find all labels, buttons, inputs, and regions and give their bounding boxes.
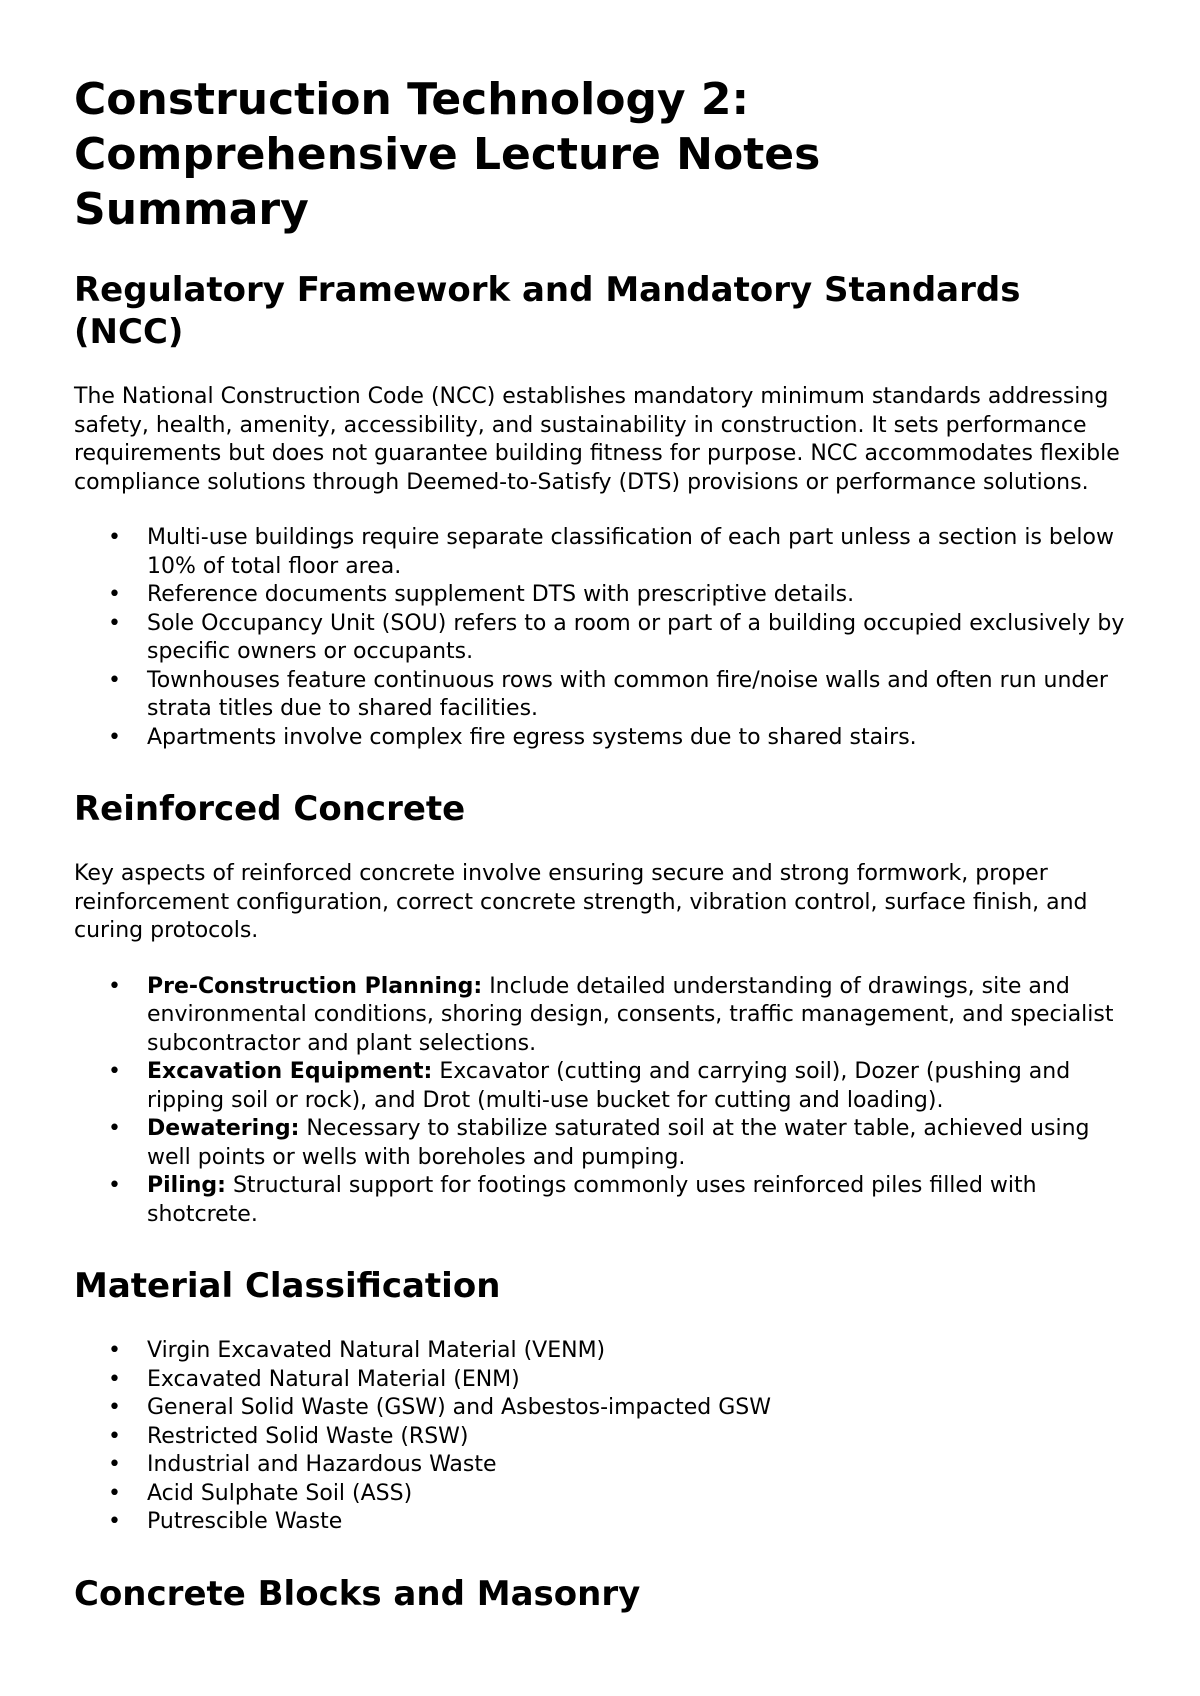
bullet-icon: • [108,1059,121,1084]
list-item-term: Dewatering: [147,1116,300,1141]
section-paragraph: The National Construction Code (NCC) establishes mandatory minimum standards addressing safety, health, amenity, accessibility, and sustainability in construction. It sets performance requirements but does not guarantee building fitness for purpose. NCC accommodates flexible compliance solutions through Deemed-to-Satisfy (DTS) provisions or performance solutions. [74,384,1120,495]
bullet-list [74,973,1134,1230]
list-item-text: General Solid Waste (GSW) and Asbestos-impacted GSW [147,1395,771,1420]
list-item [74,1508,1134,1537]
bullet-icon: • [108,973,121,999]
list-item-text: Apartments involve complex fire egress systems due to shared stairs. [147,724,917,750]
bullet-icon: • [108,667,121,693]
list-item [74,1394,1134,1423]
list-item [74,1115,1134,1172]
bullet-icon: • [108,1366,121,1392]
list-item-text: Industrial and Hazardous Waste [147,1452,497,1477]
list-item [74,973,1134,1059]
section-regulatory-framework [74,269,1126,752]
list-item-term: Pre-Construction Planning: [147,973,483,999]
list-item-text: Sole Occupancy Unit (SOU) refers to a room or part of a building occupied exclusively by specific owners or occupants. [147,610,1125,664]
list-item-text: Acid Sulphate Soil (ASS) [147,1480,413,1506]
section-heading: Concrete Blocks and Masonry [74,1573,641,1614]
section-heading: Regulatory Framework and Mandatory Standards (NCC) [74,270,1021,352]
section-heading: Reinforced Concrete [74,789,466,829]
list-item-text: Include detailed understanding of drawings, site and environmental conditions, shoring design, consents, traffic management, and specialist subcontractor and plant selections. [147,973,1114,1056]
bullet-icon: • [108,1395,121,1420]
section-material-classification [74,1265,1126,1537]
section-heading: Material Classification [74,1266,501,1306]
bullet-icon: • [108,525,121,550]
document-title: Construction Technology 2: Comprehensive Lecture Notes Summary [74,74,821,235]
bullet-icon: • [108,582,121,607]
list-item [74,1423,1134,1452]
section-concrete-blocks-masonry [74,1573,1126,1615]
list-item [74,1337,1134,1366]
bullet-icon: • [108,1173,121,1198]
section-reinforced-concrete [74,788,1126,1229]
list-item-text: Multi-use buildings require separate classification of each part unless a section is below 10% of total floor area. [147,525,1114,579]
bullet-icon: • [108,1338,121,1363]
list-item [74,1451,1134,1480]
list-item [74,667,1134,724]
list-item-text: Structural support for footings commonly uses reinforced piles filled with shotcrete. [147,1173,1037,1227]
section-paragraph: Key aspects of reinforced concrete involve ensuring secure and strong formwork, proper reinforcement configuration, correct concrete strength, vibration control, surface finish, and curing protocols. [74,861,1088,943]
list-item [74,610,1134,667]
bullet-icon: • [108,1509,121,1534]
list-item [74,1058,1134,1115]
list-item [74,724,1134,753]
list-item [74,1172,1134,1229]
bullet-icon: • [108,724,121,750]
list-item-term: Piling: [147,1173,226,1198]
bullet-icon: • [108,1116,121,1141]
bullet-icon: • [108,1480,121,1506]
bullet-list [74,524,1134,752]
list-item-text: Necessary to stabilize saturated soil at the water table, achieved using well points or wells with boreholes and pumping. [147,1116,1090,1170]
list-item-text: Excavator (cutting and carrying soil), Dozer (pushing and ripping soil or rock), and Drot (multi-use bucket for cutting and loading). [147,1059,1071,1113]
list-item-term: Excavation Equipment: [147,1059,433,1084]
list-item-text: Restricted Solid Waste (RSW) [147,1423,469,1449]
list-item-text: Townhouses feature continuous rows with common fire/noise walls and often run under strata titles due to shared facilities. [147,667,1108,721]
bullet-icon: • [108,610,121,636]
list-item-text: Excavated Natural Material (ENM) [147,1366,520,1392]
bullet-icon: • [108,1423,121,1449]
list-item [74,1366,1134,1395]
bullet-list [74,1337,1134,1537]
bullet-icon: • [108,1452,121,1477]
list-item-text: Putrescible Waste [147,1509,343,1534]
list-item [74,524,1134,581]
list-item-text: Reference documents supplement DTS with prescriptive details. [147,582,855,607]
list-item [74,1480,1134,1509]
list-item-text: Virgin Excavated Natural Material (VENM) [147,1338,606,1363]
list-item [74,581,1134,610]
